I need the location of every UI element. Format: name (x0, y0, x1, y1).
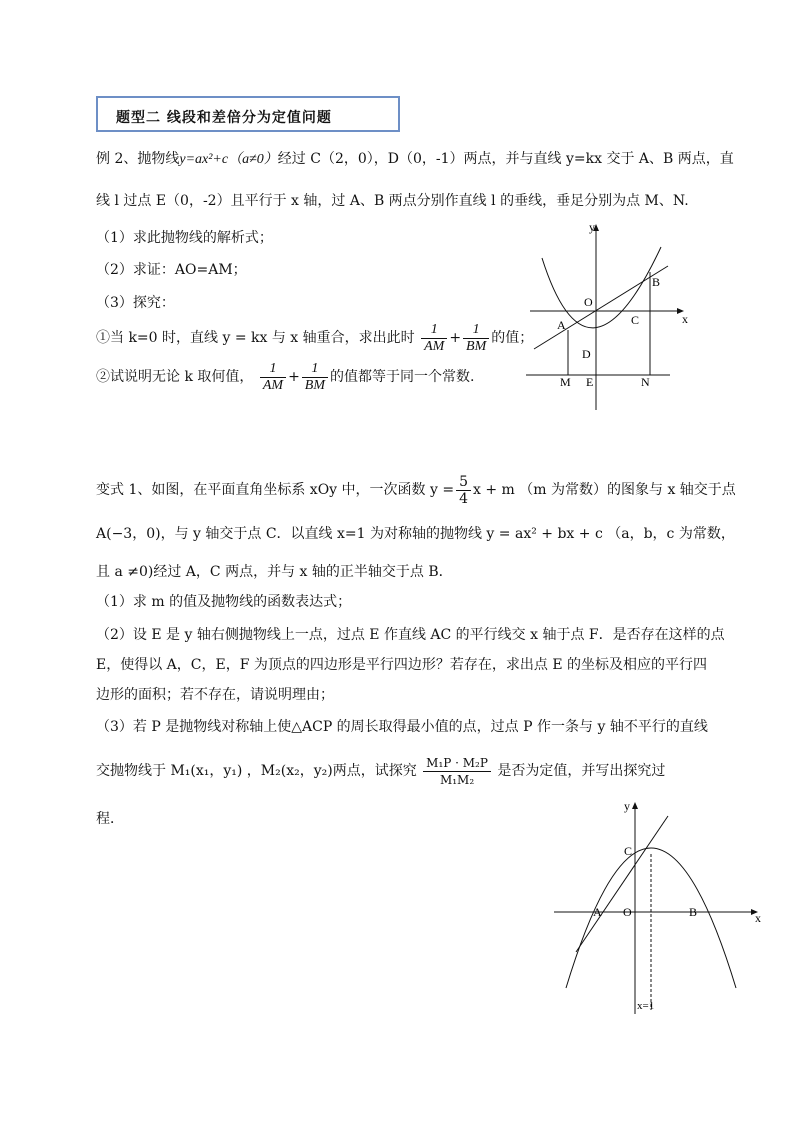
q3b-pre: ②试说明无论 k 取何值， (96, 369, 254, 385)
fig2-label-c: C (624, 844, 633, 858)
variant1-q3-line3: 程． (96, 811, 124, 827)
frac-5-4-num: 5 (456, 474, 471, 491)
fig2-y-arrow (632, 802, 638, 809)
frac-bm-2 (302, 361, 328, 394)
frac-am-den: AM (424, 338, 445, 354)
v1-q3-l2-pre: 交抛物线于 M₁(x₁，y₁) ，M₂(x₂，y₂)两点，试探究 (96, 763, 417, 779)
variant1-q1: （1）求 m 的值及抛物线的函数表达式； (96, 594, 352, 610)
fig1-label-d: D (582, 347, 591, 361)
variant1-q3-line1: （3）若 P 是抛物线对称轴上使△ACP 的周长取得最小值的点，过点 P 作一条与 y 轴不平行的直线 (96, 719, 708, 735)
fig1-parabola-curve (542, 247, 661, 328)
fig1-label-b: B (652, 275, 661, 289)
section-title-box (96, 96, 400, 132)
frac-am-2 (260, 361, 286, 394)
fig2-label-y: y (624, 799, 630, 813)
frac-5-4-den: 4 (459, 490, 469, 507)
q3b-post: 的值都等于同一个常数. (330, 369, 475, 385)
section-title: 题型二 线段和差倍分为定值问题 (116, 110, 332, 126)
fig2-label-b: B (689, 905, 698, 919)
variant1-line3: 且 a ≠0)经过 A，C 两点，并与 x 轴的正半轴交于点 B． (96, 564, 453, 580)
fig1-label-n: N (641, 375, 650, 389)
ex2-line1-formula: y=ax²+c（a≠0） (179, 152, 278, 167)
v1-line1-post: x + m （m 为常数）的图象与 x 轴交于点 (473, 482, 736, 498)
frac-5-4 (456, 474, 471, 507)
example2-q3: （3）探究： (96, 295, 175, 311)
frac-bm2-num: 1 (302, 361, 328, 378)
variant1-q2-line2: E，使得以 A，C，E，F 为顶点的四边形是平行四边形？若存在，求出点 E 的坐标及相应的平行四 (96, 657, 707, 673)
fig1-label-y: y (589, 220, 595, 234)
frac-m1m2-den: M₁M₂ (439, 772, 475, 787)
fig1-label-m: M (560, 375, 571, 389)
frac-bm2-den: BM (304, 377, 326, 393)
frac-bm-num: 1 (463, 322, 489, 339)
variant1-q2-line1: （2）设 E 是 y 轴右侧抛物线上一点，过点 E 作直线 AC 的平行线交 x 轴于点 F．是否存在这样的点 (96, 627, 725, 643)
fig2-label-a: A (593, 905, 602, 919)
fig2-line-ac (576, 816, 668, 952)
ex2-line1-pre: 例 2、抛物线 (96, 151, 180, 167)
plus-sign: + (449, 330, 462, 346)
fig1-label-x: x (682, 312, 688, 326)
frac-am2-num: 1 (260, 361, 286, 378)
figure2-parabola (550, 796, 772, 1018)
plus-sign-2: + (288, 369, 300, 385)
example2-q3a (96, 318, 533, 358)
variant1-q3-line2 (96, 751, 665, 791)
frac-bm (463, 322, 489, 355)
fig2-label-x: x (755, 911, 761, 925)
v1-line1-pre: 变式 1、如图，在平面直角坐标系 xOy 中，一次函数 y = (96, 482, 455, 498)
frac-bm-den: BM (466, 338, 487, 354)
example2-line1 (96, 150, 734, 169)
variant1-q2-line3: 边形的面积；若不存在，请说明理由； (96, 687, 334, 703)
fig1-label-c: C (631, 313, 640, 327)
fig1-line-kx (534, 266, 668, 349)
frac-m1p-num: M₁P · M₂P (423, 755, 491, 772)
example2-q2: （2）求证：AO=AM； (96, 262, 247, 278)
q3a-pre: ①当 k=0 时，直线 y = kx 与 x 轴重合，求出此时 (96, 330, 415, 346)
fig2-label-o: O (623, 905, 632, 919)
v1-q3-l2-post: 是否为定值，并写出探究过 (497, 763, 666, 779)
frac-am (421, 322, 447, 355)
variant1-line2: A(−3，0)，与 y 轴交于点 C．以直线 x=1 为对称轴的抛物线 y = ax² + bx + c （a，b，c 为常数， (96, 526, 735, 542)
frac-am2-den: AM (262, 377, 284, 393)
q3a-post: 的值； (491, 330, 534, 346)
fig1-label-e: E (586, 375, 594, 389)
example2-q1: （1）求此抛物线的解析式； (96, 230, 273, 246)
example2-line2: 线 l 过点 E（0，-2）且平行于 x 轴，过 A、B 两点分别作直线 l 的垂线，垂足分别为点 M、N. (96, 193, 689, 209)
figure1-parabola (520, 220, 700, 415)
ex2-line1-post: 经过 C（2，0），D（0，-1）两点，并与直线 y=kx 交于 A、B 两点，直 (277, 151, 734, 167)
variant1-line1 (96, 470, 736, 510)
example2-q3b (96, 357, 474, 397)
frac-m1p-m2p (423, 755, 491, 788)
fig2-label-axis: x=1 (637, 1000, 655, 1012)
frac-am-num: 1 (421, 322, 447, 339)
fig1-label-o: O (584, 295, 593, 309)
fig1-label-a: A (557, 318, 566, 332)
